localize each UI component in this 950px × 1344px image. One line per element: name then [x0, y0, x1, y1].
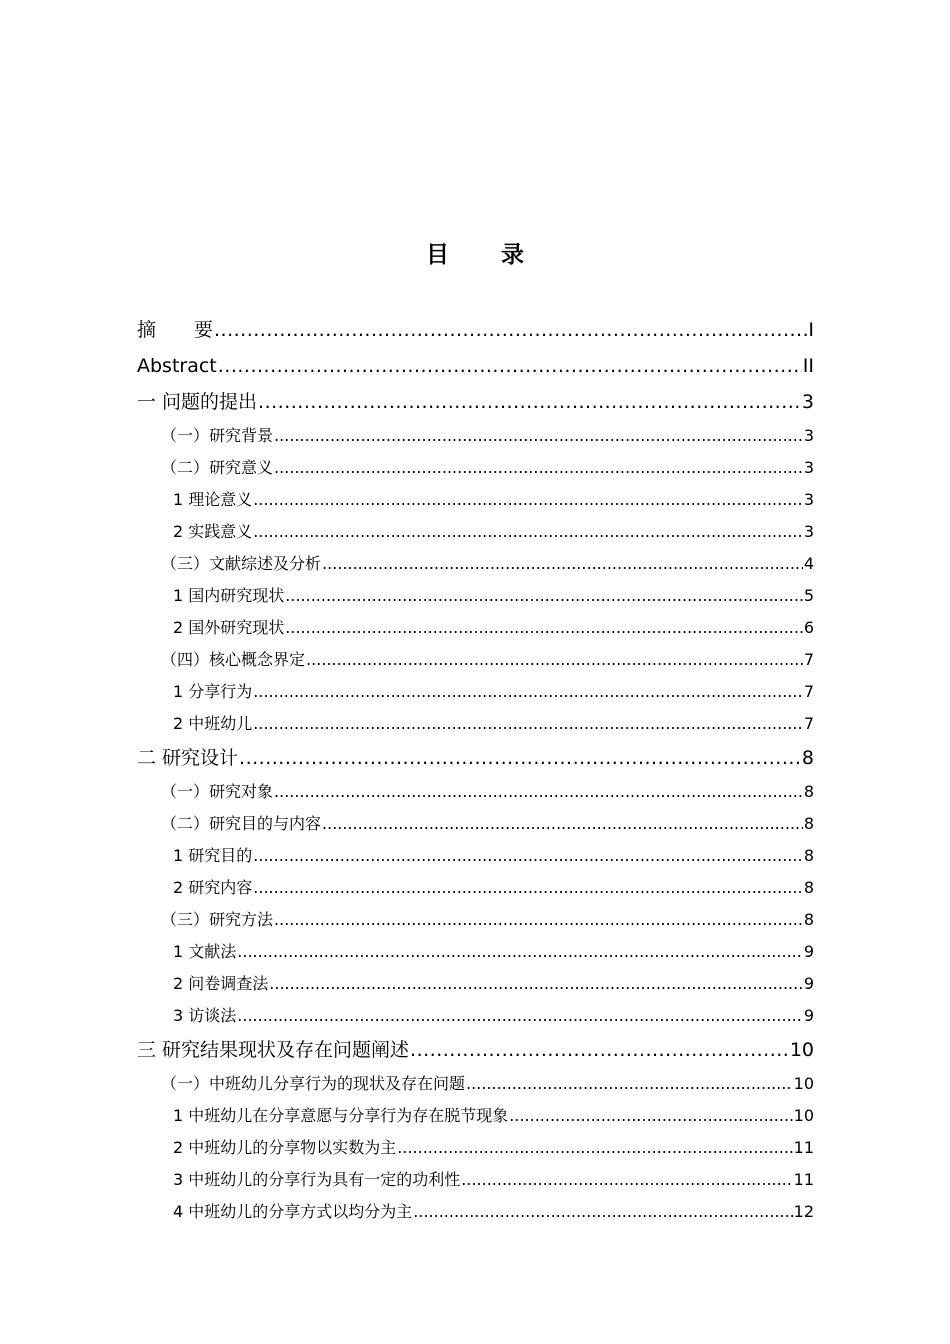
toc-page-number: 3 [803, 458, 814, 477]
toc-page-number: 10 [793, 1106, 814, 1125]
toc-entry-label: 二 研究设计 [137, 747, 239, 769]
toc-entry[interactable] [137, 1100, 814, 1132]
toc-entry[interactable] [137, 1000, 814, 1032]
toc-page-number: 9 [803, 942, 814, 961]
toc-entry[interactable] [137, 384, 814, 420]
toc-entry-label: 2 中班幼儿 [173, 714, 253, 733]
toc-entry-label: （二）研究目的与内容 [161, 814, 322, 833]
toc-dot-leader [306, 644, 803, 676]
toc-entry-label: 1 理论意义 [173, 490, 253, 509]
toc-entry[interactable] [137, 740, 814, 776]
toc-page-number: 9 [803, 974, 814, 993]
toc-page-number: 8 [803, 878, 814, 897]
toc-entry[interactable] [137, 580, 814, 612]
toc-page-number: 8 [803, 910, 814, 929]
toc-dot-leader [253, 840, 803, 872]
toc-entry[interactable] [137, 1164, 814, 1196]
toc-entry-label: 2 中班幼儿的分享物以实数为主 [173, 1138, 397, 1157]
toc-entry-label: （二）研究意义 [161, 458, 274, 477]
toc-page-number: 5 [803, 586, 814, 605]
toc-entry[interactable] [137, 776, 814, 808]
toc-entry-label: 2 国外研究现状 [173, 618, 285, 637]
toc-entry[interactable] [137, 312, 814, 348]
toc-page-number: 7 [803, 682, 814, 701]
toc-entry-label: 1 文献法 [173, 942, 237, 961]
toc-dot-leader [274, 904, 803, 936]
toc-page-number: 8 [803, 846, 814, 865]
toc-entry-label: 1 分享行为 [173, 682, 253, 701]
toc-dot-leader [237, 1000, 803, 1032]
toc-entry[interactable] [137, 484, 814, 516]
toc-page-number: 8 [803, 782, 814, 801]
toc-dot-leader [285, 580, 803, 612]
toc-entry-label: 1 国内研究现状 [173, 586, 285, 605]
toc-entry-label: （三）文献综述及分析 [161, 554, 322, 573]
toc-dot-leader [274, 776, 803, 808]
toc-entry-label: 三 研究结果现状及存在问题阐述 [137, 1039, 410, 1061]
toc-dot-leader [218, 348, 802, 384]
toc-dot-leader [239, 740, 801, 776]
toc-entry[interactable] [137, 872, 814, 904]
toc-entry[interactable] [137, 808, 814, 840]
toc-entry[interactable] [137, 548, 814, 580]
toc-dot-leader [253, 484, 803, 516]
toc-dot-leader [214, 312, 807, 348]
toc-entry-label: 3 中班幼儿的分享行为具有一定的功利性 [173, 1170, 461, 1189]
toc-page-number: 10 [789, 1039, 814, 1061]
toc-dot-leader [237, 936, 803, 968]
toc-entry-label: （一）研究背景 [161, 426, 274, 445]
toc-page-number: 11 [793, 1170, 814, 1189]
toc-entry-label: 2 问卷调查法 [173, 974, 269, 993]
toc-entry[interactable] [137, 420, 814, 452]
toc-entry-label: （一）研究对象 [161, 782, 274, 801]
toc-entry-label: 1 中班幼儿在分享意愿与分享行为存在脱节现象 [173, 1106, 509, 1125]
toc-dot-leader [274, 452, 803, 484]
toc-dot-leader [274, 420, 803, 452]
toc-entry[interactable] [137, 968, 814, 1000]
toc-page-number: 3 [803, 490, 814, 509]
toc-page-number: 7 [803, 650, 814, 669]
toc-dot-leader [322, 548, 803, 580]
toc-dot-leader [461, 1164, 792, 1196]
toc-entry-label: 1 研究目的 [173, 846, 253, 865]
toc-entry-label: （一）中班幼儿分享行为的现状及存在问题 [161, 1074, 466, 1093]
toc-entry-label: （三）研究方法 [161, 910, 274, 929]
toc-entry[interactable] [137, 516, 814, 548]
toc-title: 目 录 [425, 242, 546, 268]
toc-entry[interactable] [137, 904, 814, 936]
toc-dot-leader [285, 612, 803, 644]
toc-entry-label: （四）核心概念界定 [161, 650, 306, 669]
toc-entry-label: 3 访谈法 [173, 1006, 237, 1025]
toc-entry[interactable] [137, 936, 814, 968]
toc-dot-leader [253, 516, 803, 548]
toc-entry[interactable] [137, 452, 814, 484]
toc-page-number: 6 [803, 618, 814, 637]
toc-page-number: 4 [803, 554, 814, 573]
toc-entry-label: 2 实践意义 [173, 522, 253, 541]
toc-dot-leader [397, 1132, 792, 1164]
toc-page-number: 3 [803, 522, 814, 541]
toc-dot-leader [466, 1068, 793, 1100]
toc-entry[interactable] [137, 676, 814, 708]
toc-entry-label: Abstract [137, 355, 217, 377]
toc-dot-leader [253, 676, 803, 708]
toc-entry[interactable] [137, 348, 814, 384]
toc-entry[interactable] [137, 644, 814, 676]
toc-dot-leader [410, 1032, 789, 1068]
toc-dot-leader [269, 968, 803, 1000]
toc-entry[interactable] [137, 1068, 814, 1100]
toc-entry-label: 2 研究内容 [173, 878, 253, 897]
toc-page-number: 3 [803, 426, 814, 445]
toc-page-number: I [808, 319, 814, 341]
toc-dot-leader [413, 1196, 792, 1228]
toc-page-number: 11 [793, 1138, 814, 1157]
toc-page-number: 12 [793, 1202, 814, 1221]
toc-page-number: II [802, 355, 814, 377]
toc-page-number: 8 [801, 747, 814, 769]
toc-entry[interactable] [137, 840, 814, 872]
toc-entry[interactable] [137, 1196, 814, 1228]
toc-entry-label: 摘 要 [137, 319, 214, 341]
toc-entry[interactable] [137, 1132, 814, 1164]
toc-entry[interactable] [137, 612, 814, 644]
toc-entry[interactable] [137, 708, 814, 740]
toc-dot-leader [258, 384, 801, 420]
table-of-contents [137, 312, 814, 1228]
toc-entry[interactable] [137, 1032, 814, 1068]
toc-dot-leader [322, 808, 803, 840]
toc-dot-leader [253, 872, 803, 904]
toc-entry-label: 4 中班幼儿的分享方式以均分为主 [173, 1202, 413, 1221]
toc-dot-leader [509, 1100, 792, 1132]
toc-page-number: 3 [801, 391, 814, 413]
toc-page-number: 9 [803, 1006, 814, 1025]
toc-page-number: 8 [803, 814, 814, 833]
toc-dot-leader [253, 708, 803, 740]
toc-entry-label: 一 问题的提出 [137, 391, 258, 413]
toc-page-number: 10 [793, 1074, 814, 1093]
toc-page-number: 7 [803, 714, 814, 733]
